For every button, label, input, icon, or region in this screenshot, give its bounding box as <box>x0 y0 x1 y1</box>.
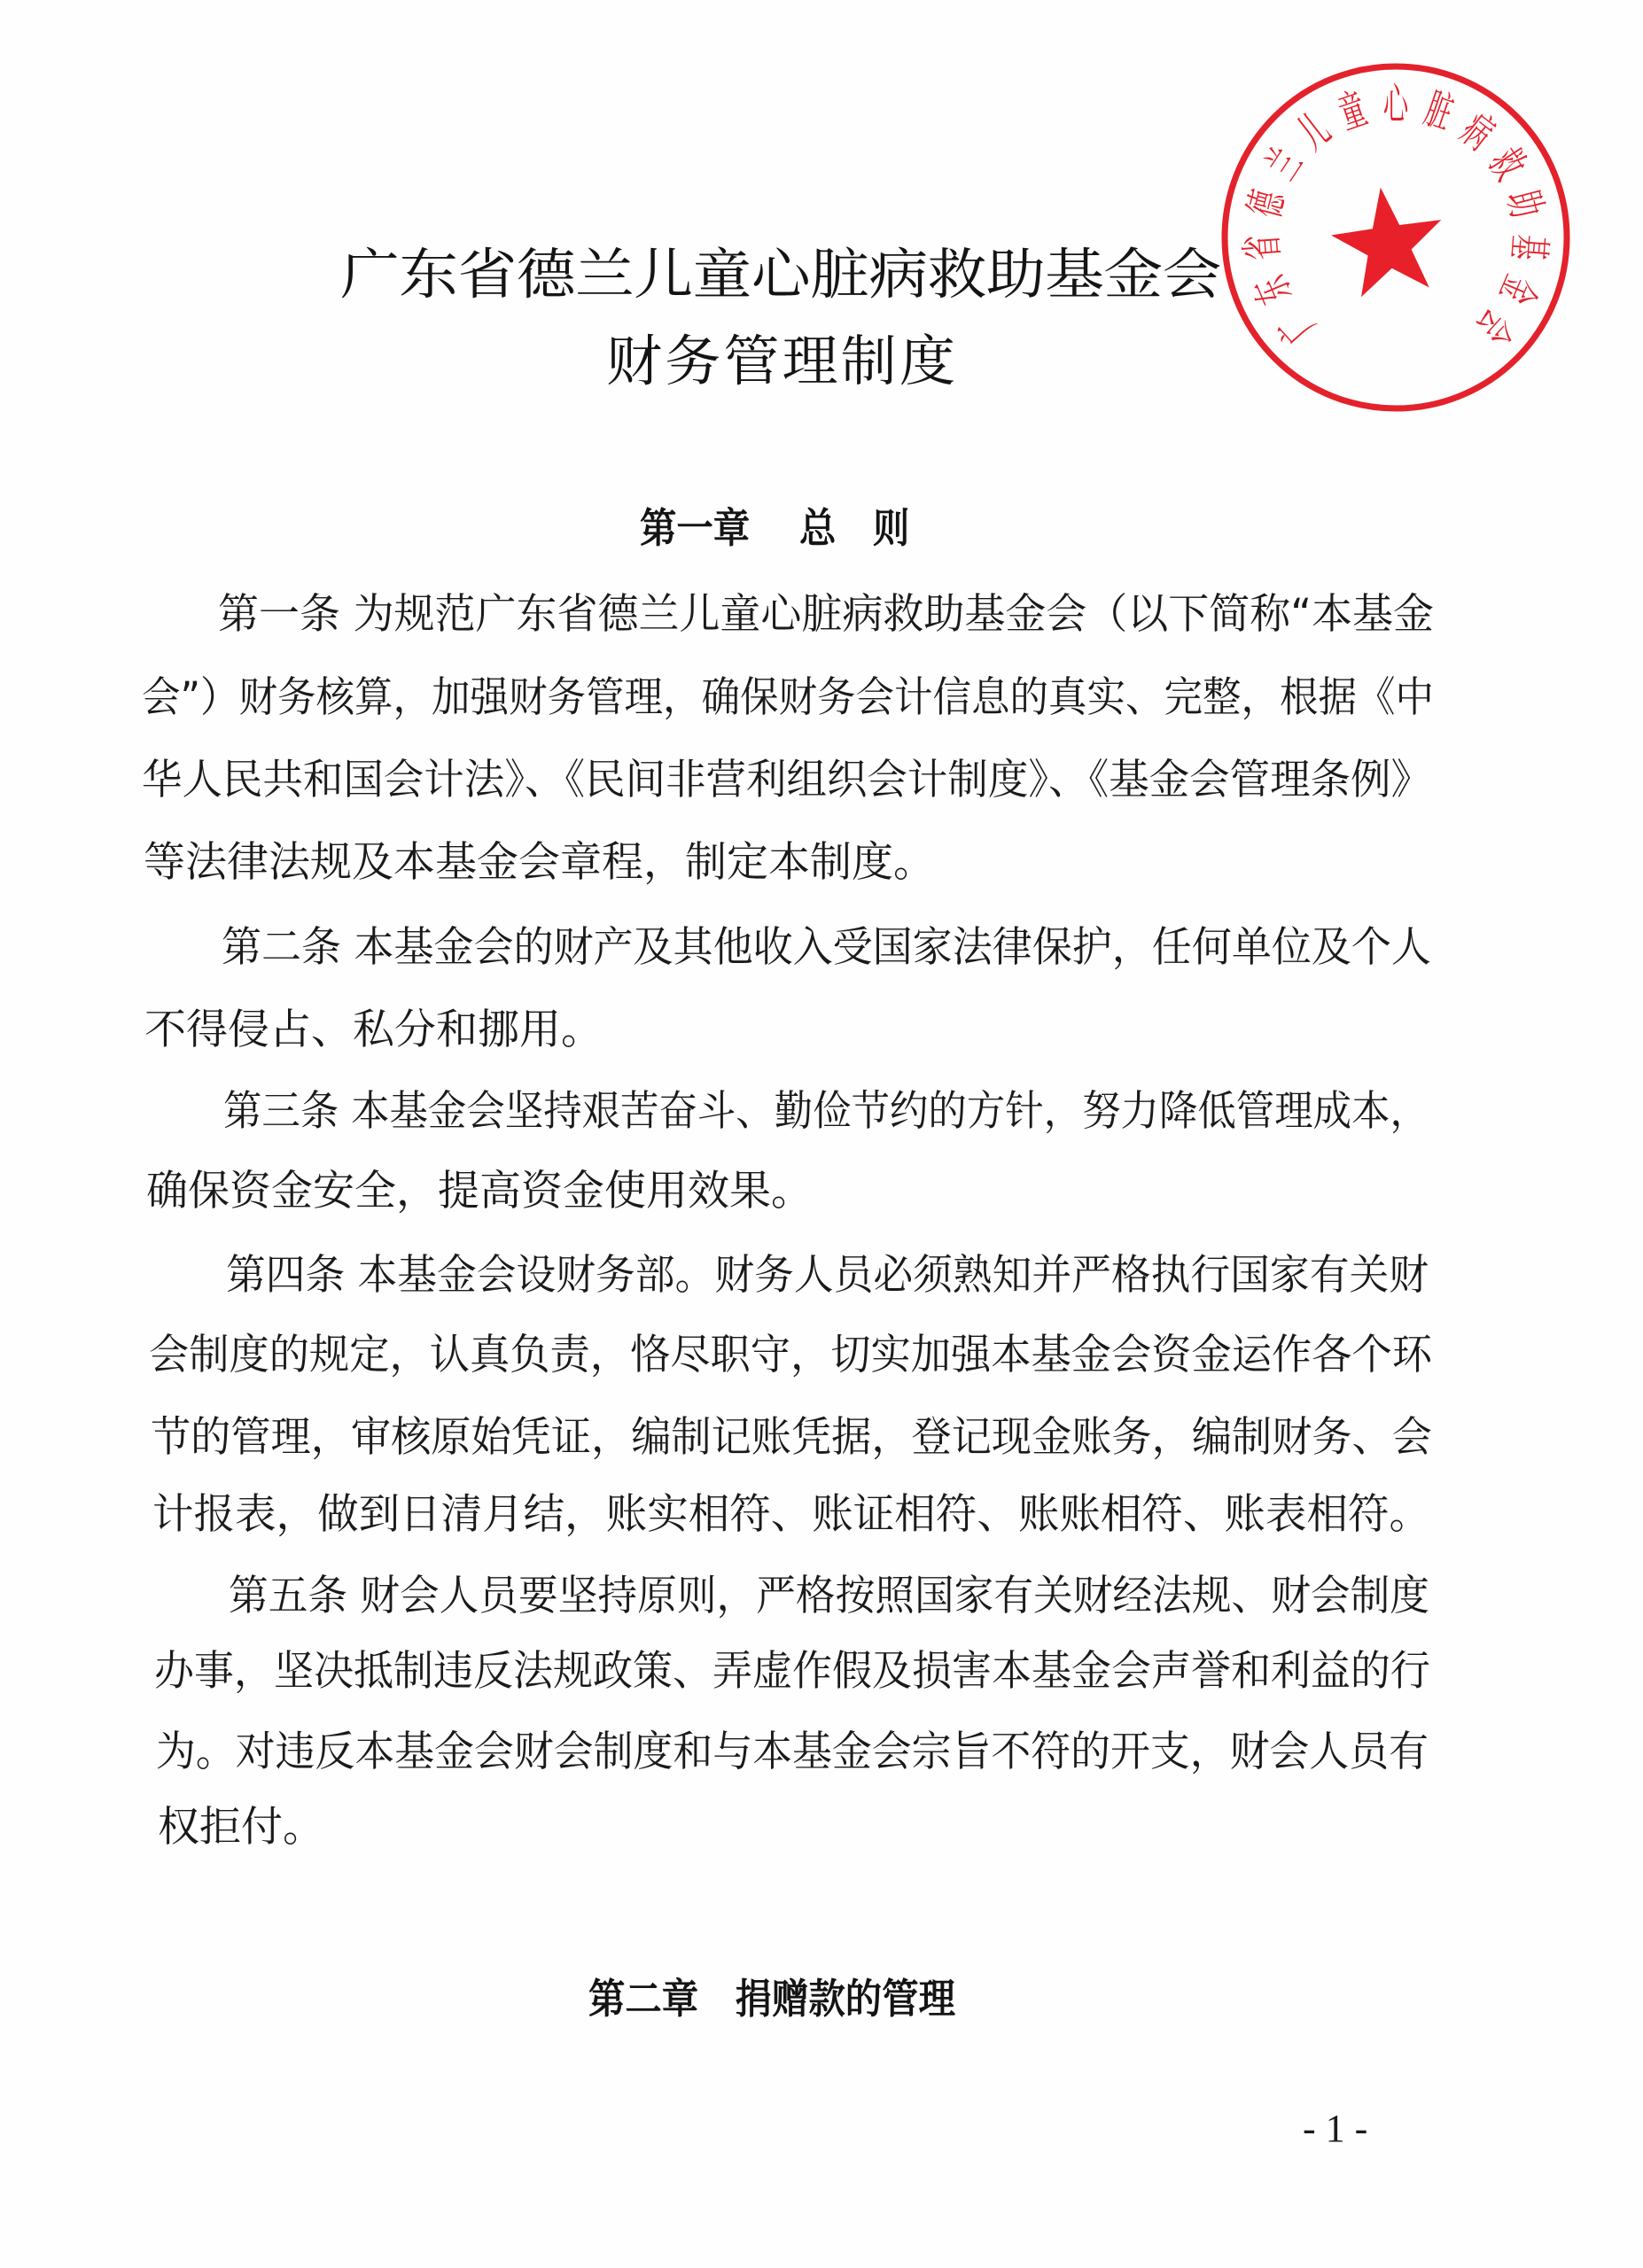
seal-char: 东 <box>1245 268 1302 312</box>
seal-char: 兰 <box>1257 140 1313 189</box>
seal-char: 心 <box>1382 79 1409 130</box>
body-text-line: 不得侵占、私分和挪用。 <box>144 1006 603 1054</box>
document-title-line-2: 财务管理制度 <box>606 329 958 393</box>
official-seal <box>1210 51 1582 423</box>
chapter-heading-2: 第二章 捐赠款的管理 <box>588 1975 955 2023</box>
body-text-line: 节的管理，审核原始凭证，编制记账凭据，登记现金账务，编制财务、会 <box>151 1413 1432 1462</box>
seal-char: 救 <box>1478 140 1535 189</box>
body-text-line: 第二条 本基金会的财产及其他收入受国家法律保护，任何单位及个人 <box>222 923 1431 972</box>
body-text-line: 会”）财务核算，加强财务管理，确保财务会计信息的真实、完整，根据《中 <box>142 673 1434 722</box>
body-text-line: 等法律法规及本基金会章程，制定本制度。 <box>144 838 935 887</box>
body-text-line: 华人民共和国会计法》、《民间非营利组织会计制度》、《基金会管理条例》 <box>142 756 1431 804</box>
star-icon <box>1331 188 1441 298</box>
body-text-line: 确保资金安全，提高资金使用效果。 <box>146 1167 813 1216</box>
seal-char: 助 <box>1497 185 1552 223</box>
body-text-line: 第四条 本基金会设财务部。财务人员必须熟知并严格执行国家有关财 <box>226 1251 1429 1300</box>
document-title-line-1: 广东省德兰儿童心脏病救助基金会 <box>340 242 1221 307</box>
seal-char: 广 <box>1270 300 1324 353</box>
body-text-line: 第一条 为规范广东省德兰儿童心脏病救助基金会（以下简称“本基金 <box>218 590 1435 639</box>
page-number: - 1 - <box>1303 2107 1368 2150</box>
chapter-heading-1: 第一章 总 则 <box>640 504 910 552</box>
seal-char: 病 <box>1452 105 1503 160</box>
seal-char: 德 <box>1240 185 1295 223</box>
seal-char: 金 <box>1490 268 1546 312</box>
body-text-line: 为。对违反本基金会财会制度和与本基金会宗旨不符的开支，财会人员有 <box>156 1728 1429 1776</box>
seal-char: 会 <box>1468 300 1522 353</box>
body-text-line: 第五条 财会人员要坚持原则，严格按照国家有关财经法规、财会制度 <box>229 1572 1429 1620</box>
seal-text <box>1237 80 1553 353</box>
seal-char: 基 <box>1502 232 1554 262</box>
body-text-line: 计报表，做到日清月结，账实相符、账证相符、账账相符、账表相符。 <box>152 1490 1430 1539</box>
body-text-line: 会制度的规定，认真负责，恪尽职守，切实加强本基金会资金运作各个环 <box>149 1331 1433 1379</box>
body-text-line: 第三条 本基金会坚持艰苦奋斗、勤俭节约的方针，努力降低管理成本， <box>223 1087 1429 1136</box>
seal-char: 省 <box>1237 232 1289 262</box>
body-text-line: 权拒付。 <box>158 1803 324 1852</box>
seal-char: 脏 <box>1418 83 1460 140</box>
seal-char: 儿 <box>1289 105 1340 160</box>
body-text-line: 办事，坚决抵制违反法规政策、弄虚作假及损害本基金会声誉和利益的行 <box>154 1647 1430 1696</box>
seal-char: 童 <box>1332 83 1374 140</box>
